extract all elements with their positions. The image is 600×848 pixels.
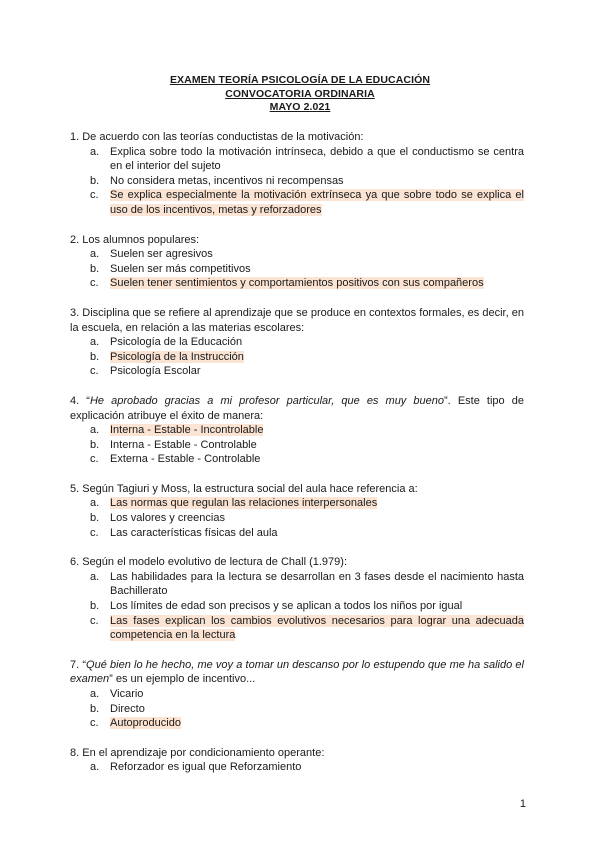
- answer-option: [88, 599, 524, 614]
- question-stem: 2. Los alumnos populares:: [70, 233, 200, 246]
- option-marker: c.: [90, 365, 99, 378]
- option-marker: b.: [90, 702, 100, 715]
- answer-option: [88, 174, 524, 189]
- option-marker: a.: [90, 145, 100, 158]
- answer-option: [88, 496, 524, 511]
- question-block: [70, 482, 524, 540]
- option-marker: a.: [90, 248, 100, 261]
- answer-option: [88, 511, 524, 526]
- correct-answer-text: Se explica especialmente la motivación extrínseca ya que sobre todo se explica el uso de los incentivos, metas y reforzadores: [110, 189, 524, 216]
- correct-answer-text: Las normas que regulan las relaciones interpersonales: [110, 497, 378, 510]
- questions-list: [70, 130, 524, 790]
- question-block: [70, 555, 524, 643]
- question-suffix: ” es un ejemplo de incentivo...: [109, 673, 256, 686]
- exam-date: MAYO 2.021: [269, 101, 331, 113]
- option-marker: b.: [90, 174, 100, 187]
- option-text: Vicario: [110, 688, 144, 700]
- option-text: Los valores y creencias: [110, 512, 225, 525]
- option-text: Suelen ser más competitivos: [110, 262, 251, 275]
- option-text: Las habilidades para la lectura se desarrollan en 3 fases desde el nacimiento hasta Bachillerato: [110, 570, 524, 598]
- option-marker: b.: [90, 262, 100, 275]
- question-block: [70, 394, 524, 467]
- answer-option: [88, 145, 524, 174]
- question-suffix: ”. Este tipo de explicación atribuye el éxito de manera:: [70, 394, 524, 422]
- question-stem: 5. Según Tagiuri y Moss, la estructura social del aula hace referencia a:: [70, 482, 418, 495]
- question-prefix: 7. “: [70, 658, 87, 671]
- option-text: Explica sobre todo la motivación intrínseca, debido a que el conductismo se centra en el interior del sujeto: [110, 145, 524, 173]
- question-text: [70, 746, 524, 761]
- answer-options: [88, 687, 524, 731]
- question-stem: 3. Disciplina que se refiere al aprendizaje que se produce en contextos formales, es decir, en la escuela, en relación a las materias escolares:: [70, 306, 524, 334]
- exam-header: [0, 74, 600, 115]
- question-text: [70, 555, 524, 570]
- option-text: Externa - Estable - Controlable: [110, 453, 261, 466]
- question-text: [70, 233, 524, 248]
- answer-options: [88, 760, 524, 775]
- question-text: [70, 482, 524, 497]
- correct-answer-text: Psicología de la Instrucción: [110, 350, 244, 363]
- correct-answer-text: Las fases explican los cambios evolutivos necesarios para lograr una adecuada competencia en la lectura: [110, 614, 524, 642]
- question-block: [70, 233, 524, 291]
- answer-option: [88, 702, 524, 717]
- answer-option: [88, 335, 524, 350]
- option-marker: b.: [90, 438, 100, 451]
- option-marker: c.: [90, 526, 99, 539]
- answer-option: [88, 716, 524, 731]
- question-quote: He aprobado gracias a mi profesor particular, que es muy bueno: [89, 394, 444, 407]
- question-stem: 1. De acuerdo con las teorías conductistas de la motivación:: [70, 131, 364, 143]
- answer-options: [88, 145, 524, 218]
- answer-options: [88, 570, 524, 643]
- option-marker: b.: [90, 600, 100, 613]
- option-text: Directo: [110, 702, 145, 715]
- exam-session: CONVOCATORIA ORDINARIA: [225, 87, 375, 100]
- answer-option: [88, 188, 524, 217]
- question-text: [70, 130, 524, 145]
- answer-option: [88, 276, 524, 291]
- answer-option: [88, 760, 524, 775]
- question-block: [70, 746, 524, 775]
- correct-answer-text: Suelen tener sentimientos y comportamientos positivos con sus compañeros: [110, 277, 484, 290]
- option-marker: c.: [90, 614, 99, 627]
- option-marker: c.: [90, 189, 99, 202]
- answer-option: [88, 526, 524, 541]
- question-stem: 8. En el aprendizaje por condicionamiento operante:: [70, 746, 325, 759]
- option-text: Reforzador es igual que Reforzamiento: [110, 761, 302, 774]
- answer-option: [88, 350, 524, 365]
- answer-options: [88, 247, 524, 291]
- option-marker: a.: [90, 424, 100, 437]
- answer-option: [88, 452, 524, 467]
- option-marker: c.: [90, 453, 99, 466]
- answer-option: [88, 687, 524, 702]
- option-text: Las características físicas del aula: [110, 526, 278, 539]
- option-marker: c.: [90, 277, 99, 290]
- question-text: [70, 394, 524, 423]
- answer-option: [88, 364, 524, 379]
- option-marker: a.: [90, 336, 100, 349]
- answer-options: [88, 496, 524, 540]
- correct-answer-text: Autoproducido: [110, 717, 181, 730]
- answer-option: [88, 247, 524, 262]
- option-text: No considera metas, incentivos ni recompensas: [110, 174, 344, 187]
- question-block: [70, 658, 524, 731]
- question-block: [70, 306, 524, 379]
- page-number: 1: [519, 798, 526, 810]
- question-stem: 6. Según el modelo evolutivo de lectura de Chall (1.979):: [70, 556, 348, 569]
- answer-option: [88, 570, 524, 599]
- answer-option: [88, 614, 524, 643]
- answer-option: [88, 423, 524, 438]
- answer-options: [88, 423, 524, 467]
- option-marker: a.: [90, 497, 100, 510]
- option-text: Interna - Estable - Controlable: [110, 438, 257, 451]
- question-prefix: 4. “: [70, 394, 90, 407]
- question-quote: Qué bien lo he hecho, me voy a tomar un descanso por lo estupendo que me ha salido el examen: [70, 658, 524, 686]
- option-text: Suelen ser agresivos: [110, 248, 213, 261]
- option-marker: c.: [90, 717, 99, 730]
- correct-answer-text: Interna - Estable - Incontrolable: [110, 424, 264, 437]
- option-marker: a.: [90, 570, 100, 583]
- answer-option: [88, 438, 524, 453]
- option-marker: a.: [90, 688, 100, 700]
- option-marker: a.: [90, 761, 100, 774]
- option-text: Los límites de edad son precisos y se aplican a todos los niños por igual: [110, 600, 463, 613]
- answer-options: [88, 335, 524, 379]
- option-text: Psicología de la Educación: [110, 336, 243, 349]
- exam-title: EXAMEN TEORÍA PSICOLOGÍA DE LA EDUCACIÓN: [169, 74, 431, 86]
- question-text: [70, 658, 524, 687]
- question-block: [70, 130, 524, 218]
- option-text: Psicología Escolar: [110, 365, 201, 378]
- option-marker: b.: [90, 350, 100, 363]
- option-marker: b.: [90, 512, 100, 525]
- question-text: [70, 306, 524, 335]
- answer-option: [88, 262, 524, 277]
